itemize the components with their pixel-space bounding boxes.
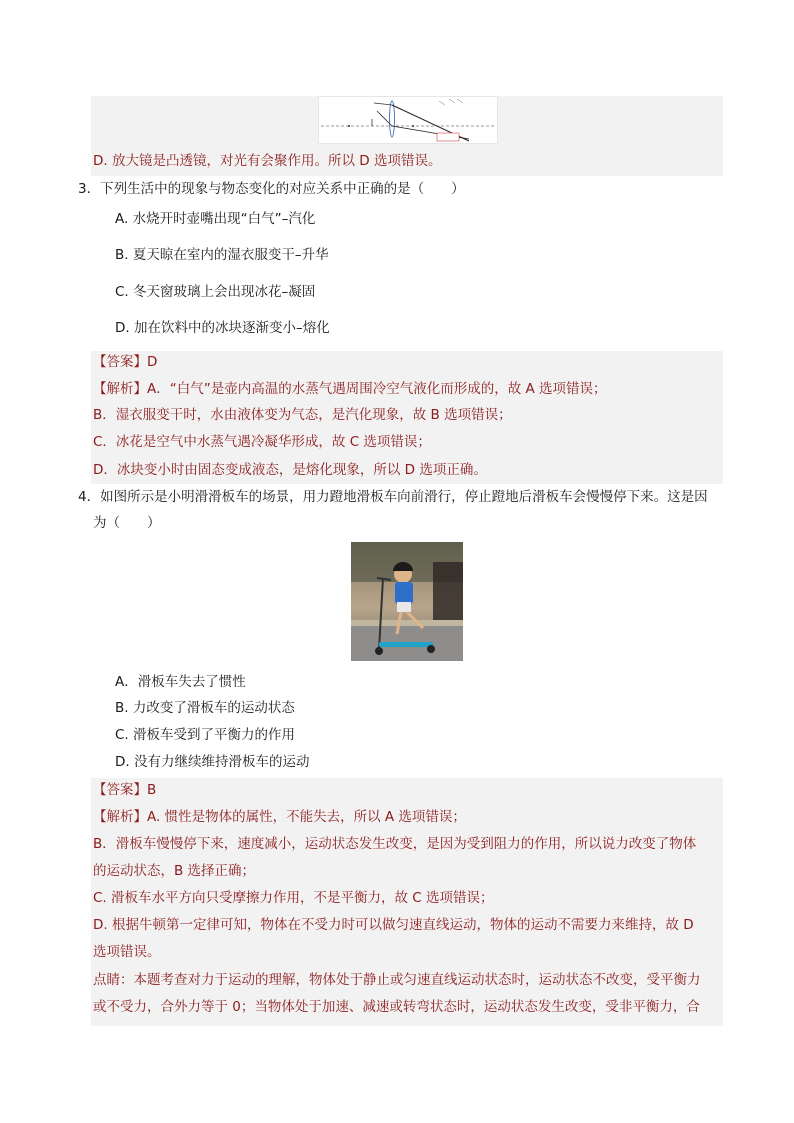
scooter-photo <box>351 542 463 661</box>
q4-analysis-3: 的运动状态，B 选择正确； <box>93 863 256 879</box>
scooter-photo-svg <box>351 542 463 661</box>
q4-option-b: B. 力改变了滑板车的运动状态 <box>115 700 295 716</box>
q4-analysis-2: B．滑板车慢慢停下来，速度减小，运动状态发生改变，是因为受到阻力的作用，所以说力改变了物体 <box>93 836 697 852</box>
lens-diagram-svg <box>319 97 497 143</box>
q4-answer: 【答案】B <box>93 782 157 798</box>
q3-analysis-2: B．湿衣服变干时，水由液体变为气态，是汽化现象，故 B 选项错误； <box>93 407 512 423</box>
lens-diagram <box>318 96 498 144</box>
q4-analysis-4: C. 滑板车水平方向只受摩擦力作用，不是平衡力，故 C 选项错误； <box>93 890 494 906</box>
q4-option-a: A．滑板车失去了惯性 <box>115 674 246 690</box>
prev-answer-d: D. 放大镜是凸透镜，对光有会聚作用。所以 D 选项错误。 <box>93 153 442 169</box>
q3-option-c: C. 冬天窗玻璃上会出现冰花–凝固 <box>115 284 316 300</box>
q4-note-2: 或不受力，合外力等于 0；当物体处于加速、减速或转弯状态时，运动状态发生改变，受非平衡力，合 <box>93 999 700 1015</box>
q4-note-1: 点睛：本题考查对力于运动的理解，物体处于静止或匀速直线运动状态时，运动状态不改变，受平衡力 <box>93 972 701 988</box>
q3-analysis-3: C．冰花是空气中水蒸气遇冷凝华形成，故 C 选项错误； <box>93 434 431 450</box>
q3-option-a: A. 水烧开时壶嘴出现“白气”–汽化 <box>115 211 316 227</box>
q3-analysis-1: 【解析】A．“白气”是壶内高温的水蒸气遇周围冷空气液化而形成的，故 A 选项错误； <box>93 381 607 397</box>
q3-analysis-4: D．冰块变小时由固态变成液态，是熔化现象，所以 D 选项正确。 <box>93 462 487 478</box>
q4-analysis-1: 【解析】A. 惯性是物体的属性，不能失去，所以 A 选项错误； <box>93 809 466 825</box>
q4-stem-line-1: 4．如图所示是小明滑滑板车的场景，用力蹬地滑板车向前滑行，停止蹬地后滑板车会慢慢停下来。这是因 <box>78 489 708 505</box>
q3-option-b: B. 夏天晾在室内的湿衣服变干–升华 <box>115 247 329 263</box>
q4-option-d: D. 没有力继续维持滑板车的运动 <box>115 754 310 770</box>
q3-option-d: D. 加在饮料中的冰块逐渐变小–熔化 <box>115 320 330 336</box>
q4-option-c: C. 滑板车受到了平衡力的作用 <box>115 727 296 743</box>
q3-stem: 3．下列生活中的现象与物态变化的对应关系中正确的是（ ） <box>78 181 465 197</box>
q3-answer: 【答案】D <box>93 354 158 370</box>
q4-stem-line-2: 为（ ） <box>93 515 161 531</box>
q4-analysis-6: 选项错误。 <box>93 944 161 960</box>
q4-analysis-5: D. 根据牛顿第一定律可知，物体在不受力时可以做匀速直线运动，物体的运动不需要力来维持，故 D <box>93 917 694 933</box>
